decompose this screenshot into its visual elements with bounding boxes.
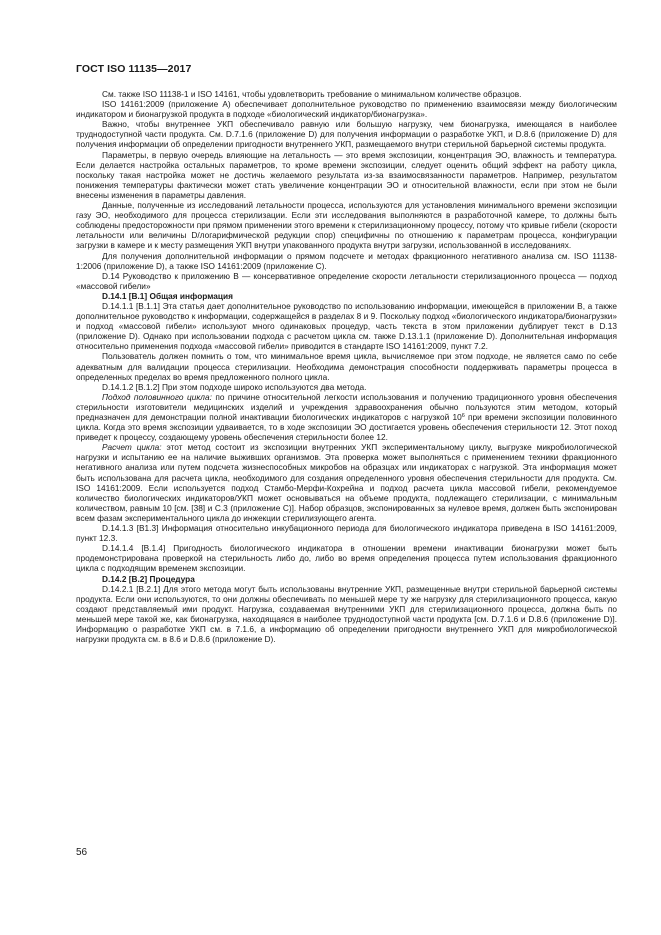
- paragraph: ISO 14161:2009 (приложение А) обеспечивает дополнительное руководство по применению взаимосвязи между биологическим индикатором и бионагрузкой продукта в подходе «биологический индикатор/бионагрузка».: [76, 99, 617, 120]
- paragraph: D.14.1.2 [B.1.2] При этом подходе широко используются два метода.: [102, 381, 367, 392]
- paragraph: См. также ISO 11138-1 и ISO 14161, чтобы удовлетворить требование о минимальном количестве образцов.: [102, 89, 522, 99]
- paragraph: D.14.1.4 [B.1.4] Пригодность биологического индикатора в отношении времени инактивации бионагрузки может быть продемонстрирована проверкой на стерильность либо до, либо во время определения процесса путем использования фракционного цикла с подходящим временем экспозиции.: [76, 543, 617, 574]
- subsection-heading-d14-1: D.14.1 [B.1] Общая информация: [102, 290, 233, 301]
- document-body: [76, 89, 617, 644]
- paragraph: D.14.1.3 [B1.3] Информация относительно инкубационного периода для биологического индикатора приведена в ISO 14161:2009, пункт 12.3.: [76, 523, 617, 544]
- subsection-heading-d14-2: D.14.2 [B.2] Процедура: [102, 573, 195, 584]
- section-title-d14: D.14 Руководство к приложению В — консервативное определение скорости летальности стерилизационного процесса — подход «массовой гибели»: [76, 270, 617, 291]
- paragraph-half-cycle: [76, 392, 617, 442]
- paragraph: D.14.2.1 [B.2.1] Для этого метода могут быть использованы внутренние УКП, размещенные внутри стерильной барьерной системы продукта. Если они используются, то они должны обеспечивать по меньшей мере ту же нагрузку для стерилизационного процесса, какую создают представляемый ими продукт. Нагрузка, создаваемая внутренними УКП для стерилизационного процесса, должна быть по меньшей мере такой же, как бионагрузка, находящаяся в наиболее труднодоступной части продукта [см. D.7.1.6 и D.8.6 (приложение D)]. Информацию о разработке УКП см. в 7.1.6, а информацию об определении пригодности внутреннего УКП для микробиологической нагрузки продукта см. в 8.6 и D.8.6 (приложение D).: [76, 583, 617, 645]
- text-segment: по причине относительной легкости использования и получению традиционного уровня обеспечения стерильности изготовители медицинских изделий и учреждения здравоохранения обычно пользуются этим методом, который предназначен для демонстрации полной инактивации биологических индикаторов с нагрузкой 10: [76, 391, 617, 422]
- document-header: ГОСТ ISO 11135—2017: [76, 63, 192, 75]
- superscript-exponent: 6: [461, 413, 465, 419]
- paragraph: Пользователь должен помнить о том, что минимальное время цикла, вычисляемое при этом подходе, не является само по себе адекватным для валидации процесса стерилизации. Необходима демонстрация способности поддерживать параметры процесса в определенных пределах во время предложенного полного цикла.: [76, 351, 617, 382]
- paragraph-cycle-calculation: [76, 442, 617, 523]
- text-segment: при времени экспозиции половинного цикла. Когда это время экспозиции удваивается, то в ходе экспозиции ЭО достигается уровень обеспечения стерильности 12. Этот поход приведет к процессу, создающему уровень обеспечения стерильности более 12.: [76, 412, 617, 443]
- term-cycle-calculation: Расчет цикла:: [102, 442, 162, 453]
- paragraph: Данные, полученные из исследований летальности процесса, используются для установления минимального времени экспозиции газу ЭО, необходимого для процесса стерилизации. Если эти исследования выполняются в разработочной камере, то должны быть соблюдены предосторожности при прямом применении этого времени к стерилизационному процессу, потому что кривые гибели (скорости летальности или величины D/логарифмической редукции спор) специфичны по отношению к параметрам процесса, конфигурации загрузки в камере и к месту размещения УКП внутри упакованного продукта внутри загрузки, использованной в исследованиях.: [76, 200, 617, 251]
- paragraph: Параметры, в первую очередь влияющие на летальность — это время экспозиции, концентрация ЭО, влажность и температура. Если делается настройка остальных параметров, то кроме времени экспозиции, следует оценить общий эффект на работу цикла, поскольку такая настройка может не достичь желаемого результата из-за взаимосвязанности параметров. Например, результатом понижения температуры фактически может стать увеличение концентрации ЭО и относительной влажности, если при этом не были внесены изменения в параметры давления.: [76, 149, 617, 200]
- text-segment: этот метод состоит из экспозиции внутренних УКП экспериментальному циклу, выгрузке микробиологической нагрузки и испытанию ее на наличие выживших организмов. Эта проверка может выполняться с применением техники фракционного негативного анализа или путем подсчета жизнеспособных микробов на образцах или индикаторах с нагрузкой. Эта информация может быть использована для расчета цикла, необходимого для создания определенного уровня обеспечения стерильности для продукта. См. ISO 14161:2009. Если используется подход Стамбо-Мерфи-Кохрейна и подход расчета цикла массовой гибели, рекомендуемое количество биологических индикаторов/УКП может основываться на объеме продукта, подлежащего стерилизации, с минимальным количеством, равным 10 [см. [38] и С.3 (приложение С)]. Набор образцов, экспонированных за нулевое время, должен быть экспонирован всем фазам экспериментального цикла до инжекции стерилизующего агента.: [76, 442, 617, 523]
- paragraph: D.14.1.1 [B.1.1] Эта статья дает дополнительное руководство по использованию информации, имеющейся в приложении В, а также дополнительное руководство к информации, содержащейся в разделах 8 и 9. Поскольку подход «биологического индикатора/бионагрузки» и подход «массовой гибели» используют много одинаковых процедур, часть текста в этом приложении дублирует текст в D.13 (приложение D). Однако при использовании подхода с расчетом цикла см. также D.13.1.1 (приложение D). Дополнительная информация относительно применения подхода «массовой гибели» приводится в стандарте ISO 14161:2009, пункт 7.2.: [76, 300, 617, 352]
- paragraph: Для получения дополнительной информации о прямом подсчете и методах фракционного негативного анализа см. ISO 11138-1:2006 (приложение D), а также ISO 14161:2009 (приложение С).: [76, 250, 617, 271]
- paragraph: Важно, чтобы внутреннее УКП обеспечивало равную или большую нагрузку, чем бионагрузка, имеющаяся в наиболее труднодоступной части продукта. См. D.7.1.6 (приложение D) для получения информации о разработке УКП, и D.8.6 (приложение D) для получения информации об определении пригодности внутреннего УКП, размещаемого внутри стерильной барьерной системы продукта.: [76, 119, 617, 150]
- page-number: 56: [76, 847, 88, 858]
- term-half-cycle: Подход половинного цикла:: [102, 391, 212, 402]
